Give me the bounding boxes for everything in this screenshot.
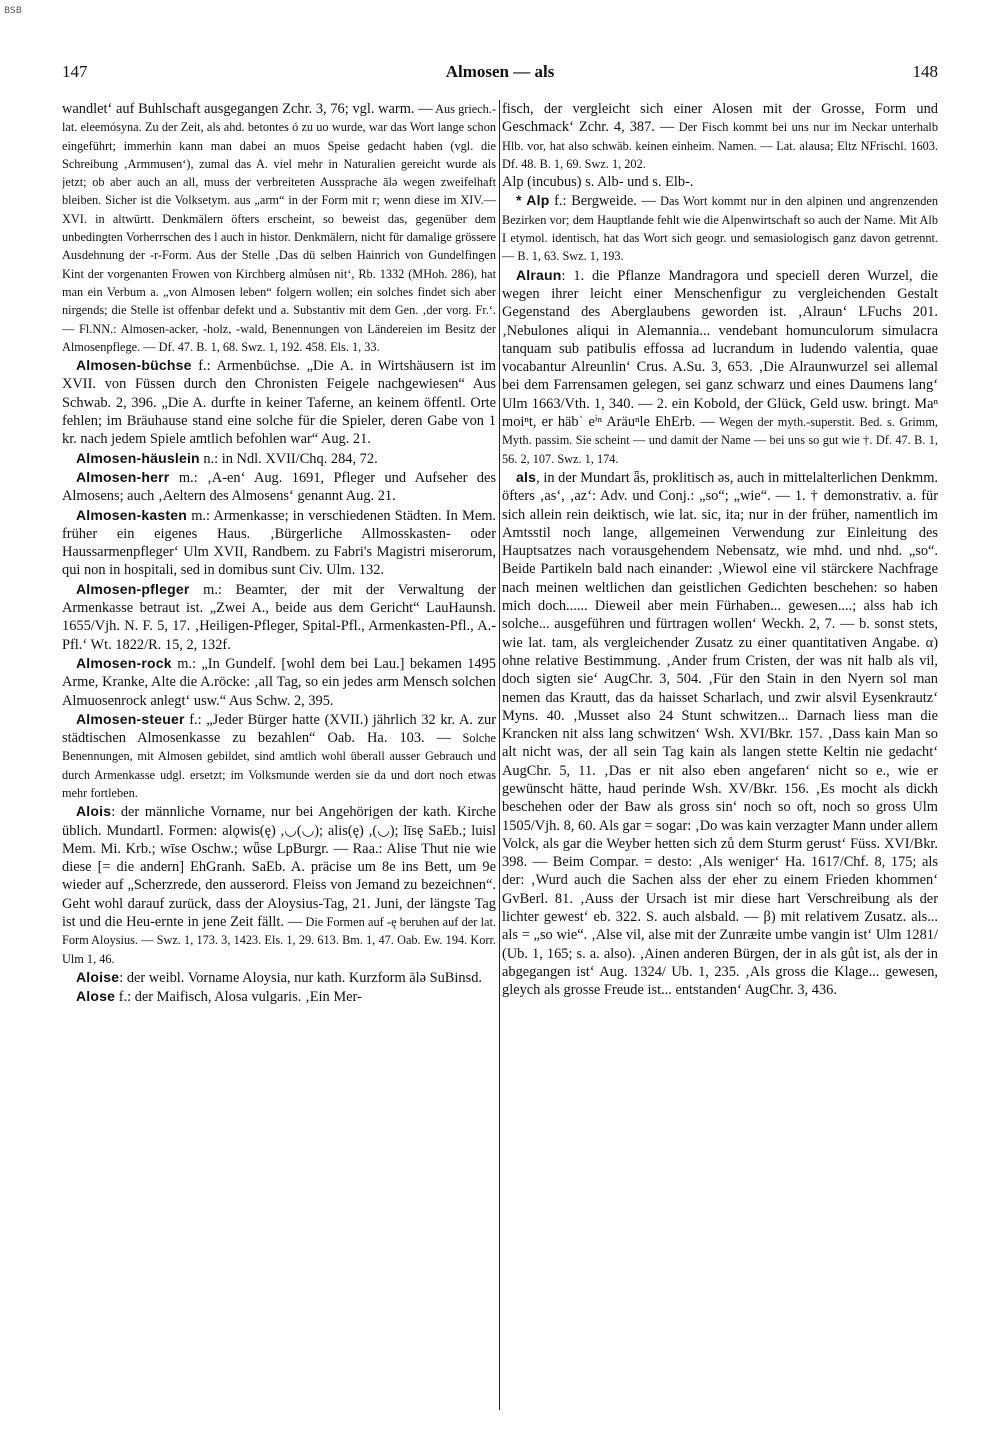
page-number-right: 148 — [912, 62, 938, 81]
entry-text: : der männliche Vorname, nur bei Angehörigen der kath. Kirche üblich. Mundartl. Formen: alǫwis(ę) ,◡(◡); alis(ę) ,(◡); līsę SaEb.; luisl Mem. Mi. Krb.; wīse Oschw.; wǖse LpBurgr. — Raa.: Alise Thut nie wie diese [= die andern] EhGranh. SaEb. A. präcise um 8e ins Bett, um 9e wieder auf „Scherzrede, den ausserord. Fleiss von Jemand zu bezeichnen“. Geht wohl darauf zurück, dass der Aloysius-Tag, 21. Juni, der längste Tag ist und die Heu-ernte in jene Zeit fällt. — — [62, 804, 496, 931]
entry-text: f.: der Maifisch, Alosa vulgaris. ‚Ein Mer- — [115, 989, 362, 1006]
dictionary-entry — [62, 987, 496, 1006]
left-column — [62, 100, 496, 1416]
entry-headword: Almosen-kasten — [76, 506, 187, 523]
entry-text: m.: „In Gundelf. [wohl dem bei Lau.] bekamen 1495 Arme, Kranke, Alte die A.röcke: ‚all Tag, so ein jedes arm Mensch solchen Almuosenrock anlegt‘ usw.“ Aus Schw. 2, 395. — [62, 655, 496, 709]
entry-headword: Almosen-pfleger — [76, 580, 190, 597]
entry-text: f.: Armenbüchse. „Die A. in Wirtshäusern ist im XVII. von Füssen durch den Chronisten Feigele nachgewiesen“ Aus Schwab. 2, 396. „Die A. durfte in keiner Taferne, an keinem öffentl. Orte fehlen; im Bräuhause stand eine solche für die Spieler, deren Gabe von 1 kr. nach jedem Spiele amtlich befohlen war“ Aug. 21. — [62, 358, 496, 448]
column-divider — [499, 100, 500, 1410]
dictionary-entry — [62, 449, 496, 468]
entry-note-small: Die Formen auf -ę beruhen auf der lat. Form Aloysius. — Swz. 1, 173. 3, 1423. Els. 1, 29. 613. Bm. 1, 47. Oab. Ew. 194. Korr. Ulm 1, 46. — [62, 915, 496, 966]
dictionary-entry — [62, 468, 496, 506]
dictionary-entry — [62, 506, 496, 580]
entry-headword: Almosen-häuslein — [76, 449, 200, 466]
entry-text: , in der Mundart ǟs, proklitisch əs, auch in mittelalterlichen Denkmm. öfters ‚as‘, ‚az‘: Adv. und Conj.: „so“; „wie“. — 1. † demonstrativ. a. für sich allein rein deiktisch, wie lat. sic, ita; nur in der früher, namentlich im Amtsstil noch lange, allgemeinen Verwendung zur Einleitung des Hauptsatzes nach vorausgehendem Nebensatz, wie mhd. und nhd. „so“. Beide Partikeln bald nach einander: ‚Wiewol eine vil stärckere Nachfrage nach meinen weltlichen dan geistlichen Gedichten beschehen: so haben mich doch...... Dieweil aber mein Fürhaben... gewesen....; alss hab ich solche... ausgeführen und fürtragen wollen‘ Weckh. 2, 7. — b. sonst stets, wie lat. tam, als vergleichender Zusatz zu einer quantitativen Angabe. α) ohne relative Bestimmung. ‚Ander frum Cristen, der was nit halb als vil, doch sigten sie‘ AugChr. 3, 504. ‚Für den Stain in den Nyern sol man nemen das Krautt, das da haisset Scharlach, und zwir alsvil Eysenkrautz‘ Myns. 40. ‚Musset also 24 Stunt schwitzen... Darnach liess man die Krancken nit alss lang schwitzen‘ Wsh. XVI/Bkr. 157. ‚Dass kain Man so alt nicht was, der all sein Tag kain als langen stette Keltin nie gedacht‘ AugChr. 5, 11. ‚Das er nit also eben angefaren‘ nicht so e., wie er gewünscht hätte, haud perinde Wsh. XV/Bkr. 156. ‚Es mocht als dickh beschehen oder der Baw als gross sin‘ noch so oft, noch so gross Ulm 1505/Vjh. 8, 60. Als gar = sogar: ‚Do was kain verzagter Mann under allem Volck, als gar die Weyber hetten sich zů dem Sturm gerust‘ Füss. XVI/Bkr. 398. — Beim Compar. = desto: ‚Als weniger‘ Ha. 1617/Chf. 8, 175; als der: ‚Wurd auch die Sachen alss der eher zu einem Frieden khommen‘ GvBerl. 81. ‚Auss der Ursach ist mir diese hart Verschreibung als der lichter gewest‘ eb. 322. S. auch alsbald. — β) mit relativem Zusatz. als... als = „so wie“. ‚Alse vil, alse mit der Zunræite umbe vangin ist‘ Ulm 1281/ (Ub. 1, 165; s. a. also). ‚Ainen anderen Bürgen, der in als gůt ist, als der in abgegangen ist‘ Aug. 1324/ Ub. 1, 235. ‚Als gross die Klage... gewesen, gleych als grosse Freude ist... entstanden‘ AugChr. 3, 436. — [502, 469, 938, 999]
entry-headword: Almosen-rock — [76, 654, 172, 671]
entry-headword: Alois — [76, 803, 112, 820]
dictionary-entry — [502, 266, 938, 468]
entry-text: fisch, der vergleicht sich einer Alosen mit der Grosse, Form und Geschmack‘ Zchr. 4, 387. — — [502, 101, 938, 136]
entry-headword: Aloise — [76, 968, 120, 985]
entry-text: n.: in Ndl. XVII/Chq. 284, 72. — [199, 450, 378, 467]
running-title: Almosen — als — [445, 62, 555, 81]
entry-text: m.: ‚A-en‘ Aug. 1691, Pfleger und Aufseher des Almosens; auch ‚Aeltern des Almosens‘ genannt Aug. 21. — [62, 469, 496, 505]
entry-text: m.: Armenkasse; in verschiedenen Städten. In Mem. früher ein eigenes Haus. ‚Bürgerliche Allmosskasten- oder Haussarmenpfleger‘ Ulm XVII, Randbem. zu Fabri's Magistri miserorum, qui non in hospitali, sed in domibus sunt Civ. Ulm. 132. — [62, 507, 496, 579]
dictionary-entry — [62, 654, 496, 710]
entry-headword: Almosen-steuer — [76, 710, 185, 727]
right-column — [502, 100, 938, 1416]
entry-headword: Almosen-büchse — [76, 357, 192, 374]
entry-note-small: Das Wort kommt nur in den alpinen und angrenzenden Bezirken vor; dem Hauptlande fehlt wie die Alpenwirtschaft so auch der Name. Mit Alb I etymol. identisch, hat das Wort sich geogr. und semasiologisch ganz davon getrennt. — B. 1, 63. Swz. 1, 193. — [502, 194, 938, 264]
entry-headword: Alraun — [516, 266, 562, 283]
entry-headword: Almosen-herr — [76, 468, 170, 485]
entry-note-small: Der Fisch kommt bei uns nur im Neckar unterhalb Hlb. vor, hat also schwäb. keinen einheim. Namen. — Lat. alausa; Eltz NFrischl. 1603. Df. 48. B. 1, 69. Swz. 1, 202. — [502, 120, 938, 171]
dictionary-entry — [502, 191, 938, 265]
page-number-left: 147 — [62, 62, 88, 81]
entry-text: : 1. die Pflanze Mandragora und speciell deren Wurzel, die wegen ihrer leicht einer Menschenfigur zu vergleichenden Gestalt Gegenstand des Aberglaubens geworden ist. ‚Alraun‘ LFuchs 201. ‚Nebulones aliqui in Alemannia... vendebant homunculorum simulacra tanquam sub patibulis effossa ad lucrandum in ludendo valentia, quae vocabantur Alreunlin‘ Crus. A.Su. 3, 653. ‚Die Alraunwurzel sei allemal bei dem Farrensamen gelegen, sei ganz schwarz und eines Daumens lang‘ Ulm 1663/Vth. 1, 340. — 2. ein Kobold, der Glück, Geld usw. bringt. Maⁿ moiⁿt, er häbˈ eⁱⁿ Aräuⁿle EhErb. — — [502, 267, 938, 431]
entry-note-small: Wegen der myth.-superstit. Bed. s. Grimm, Myth. passim. Sie scheint — und damit der Name — bei uns so gut wie †. Df. 47. B. 1, 56. 2, 107. Swz. 1, 174. — [502, 415, 938, 466]
entry-text: : der weibl. Vorname Aloysia, nur kath. Kurzform ālə SuBinsd. — [119, 969, 482, 986]
dictionary-entry — [62, 580, 496, 654]
entry-headword: als — [516, 468, 537, 485]
dictionary-entry — [502, 100, 938, 173]
dictionary-entry — [502, 468, 938, 1000]
entry-note-small: Aus griech.-lat. eleemósyna. Zu der Zeit, als ahd. betontes ó zu uo wurde, war das Wort lange schon eingeführt; immerhin kann man dabei an muos Speise gedacht haben (vgl. die Schreibung ‚Armmusen‘), zumal das A. viel mehr in Naturalien gereicht wurde als jetzt; ob aber auch an all, muss der verbreiteten Aussprache ālə wegen zweifelhaft bleiben. Sicher ist die Volksetym. aus „arm“ in der Form mit r; wenn diese im XIV.—XVI. in altwürtt. Denkmälern öfters erscheint, so beweist das, gegenüber dem unbedingten Vorherrschen des l auch in histor. Denkmälern, nicht für damalige grössere Ausdehnung der -r-Form. Aus der Stelle ‚Das dü selben Hainrich von Gundelfingen Kint der vorgenanten Frowen von Kirchberg almůsen nit‘, Rb. 1332 (MHoh. 286), hat man ein Verbum a. „von Almosen leben“ folgern wollen; ein solches findet sich aber nirgends; die Stelle ist offenbar defekt und a. Substantiv mit dem Gen. ‚der vorg. Fr.‘. — Fl.NN.: Almosen-acker, -holz, -wald, Benennungen von Ländereien im Besitz der Almosenpflege. — Df. 47. B. 1, 68. Swz. 1, 192. 458. Els. 1, 33. — [62, 102, 496, 354]
entry-text: f.: Bergweide. — — [549, 193, 656, 210]
entry-text: Alp (incubus) s. Alb- und s. Elb-. — [502, 174, 694, 191]
dictionary-entry — [62, 802, 496, 968]
entry-headword: * Alp — [516, 192, 550, 209]
dictionary-entry — [62, 968, 496, 987]
entry-text: wandlet‘ auf Buhlschaft ausgegangen Zchr. 3, 76; vgl. warm. — — [62, 101, 433, 117]
dictionary-entry — [502, 173, 938, 191]
page-header — [62, 62, 938, 92]
entry-headword: Alose — [76, 988, 116, 1005]
dictionary-entry — [62, 100, 496, 356]
entry-text: m.: Beamter, der mit der Verwaltung der Armenkasse betraut ist. „Zwei A., beide aus dem Gericht“ LauHaunsh. 1655/Vjh. N. F. 5, 17. ‚Heiligen-Pfleger, Spital-Pfl., Armenkasten-Pfl., A.-Pfl.‘ Wt. 1822/R. 15, 2, 132f. — [62, 581, 496, 653]
dictionary-entry — [62, 710, 496, 802]
entry-note-small: Solche Benennungen, mit Almosen gebildet, sind amtlich wohl überall ausser Gebrauch und durch Armenkasse udgl. ersetzt; im Volksmunde werden sie da und dort noch etwas mehr fortleben. — [62, 731, 496, 800]
entry-text: f.: „Jeder Bürger hatte (XVII.) jährlich 32 kr. A. zur städtischen Almosenkasse zu bezahlen“ Oab. Ha. 103. — — [62, 711, 496, 747]
library-corner-mark: BSB — [4, 6, 22, 16]
dictionary-entry — [62, 356, 496, 448]
